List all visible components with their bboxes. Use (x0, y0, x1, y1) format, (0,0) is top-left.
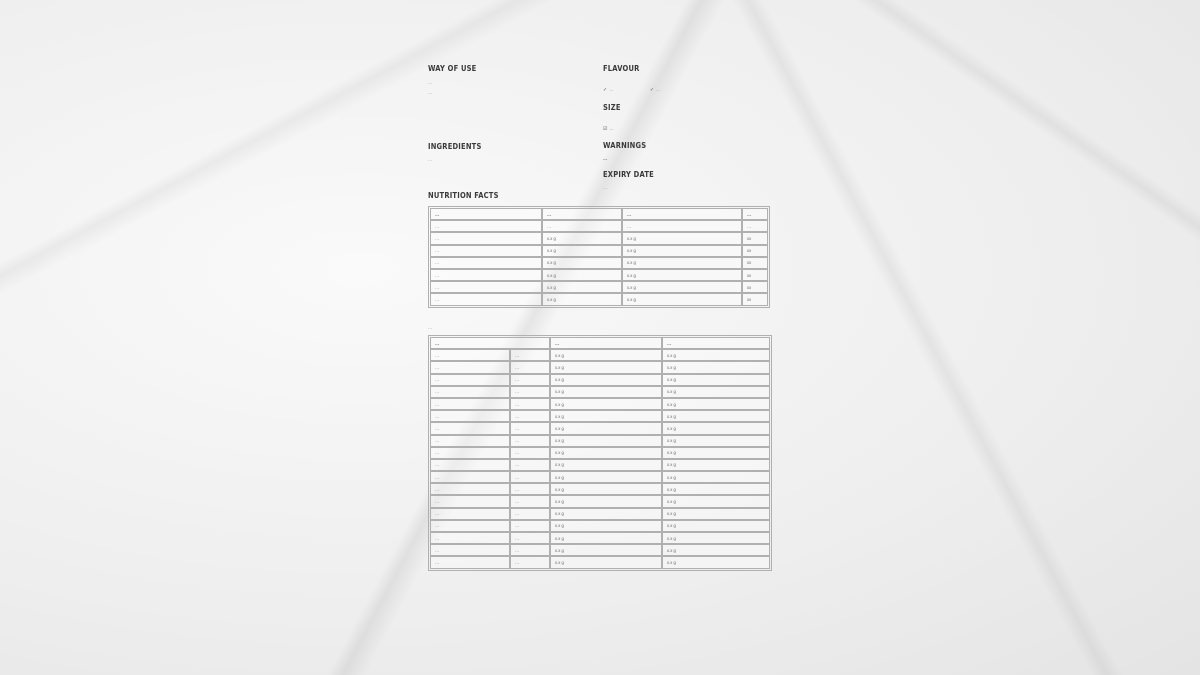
table-header-cell: … (430, 337, 550, 349)
table-cell: x.x g (550, 386, 662, 398)
table-cell: … (430, 386, 510, 398)
table-row (430, 349, 770, 361)
table-cell: … (430, 508, 510, 520)
table-cell: … (430, 520, 510, 532)
table-cell: x.x g (662, 532, 770, 544)
table-cell: … (622, 220, 742, 232)
table-cell: x.x g (542, 245, 622, 257)
table-cell: … (430, 257, 542, 269)
table-cell: … (430, 232, 542, 244)
table-cell: x.x g (662, 495, 770, 507)
table-header-cell: … (622, 208, 742, 220)
table-cell: … (510, 398, 550, 410)
table-row (430, 386, 770, 398)
nutrition-facts-heading: NUTRITION FACTS (428, 191, 499, 200)
table-cell: x.x g (550, 495, 662, 507)
table-cell: … (510, 495, 550, 507)
table-cell: x.x g (550, 459, 662, 471)
table-cell: x.x g (662, 483, 770, 495)
table-cell: … (430, 483, 510, 495)
table-cell: … (430, 471, 510, 483)
table-cell: … (430, 398, 510, 410)
table-cell: x.x g (542, 232, 622, 244)
table-cell: … (430, 269, 542, 281)
table-cell: … (510, 520, 550, 532)
table-cell: … (510, 386, 550, 398)
table-cell: x.x g (662, 435, 770, 447)
table-cell: … (430, 544, 510, 556)
size-option[interactable]: ☑ … (603, 126, 614, 132)
table-cell: xx (742, 257, 768, 269)
expiry-text: … (603, 185, 608, 190)
table-cell: x.x g (662, 398, 770, 410)
table-cell: x.x g (550, 483, 662, 495)
table-cell: … (510, 422, 550, 434)
table-row (430, 544, 770, 556)
table-cell: … (510, 435, 550, 447)
table-row (430, 361, 770, 373)
expiry-heading: EXPIRY DATE (603, 170, 654, 179)
table-cell: xx (742, 269, 768, 281)
table-cell: … (430, 532, 510, 544)
warnings-heading: WARNINGS (603, 141, 647, 150)
table-cell: … (430, 349, 510, 361)
table-row (430, 483, 770, 495)
table-row (430, 374, 770, 386)
table-row (430, 410, 770, 422)
table-row (430, 257, 768, 269)
way-of-use-heading: WAY OF USE (428, 64, 477, 73)
table-cell: … (510, 447, 550, 459)
nutrition-table (428, 206, 770, 308)
table-cell: … (430, 245, 542, 257)
table-cell: x.x g (662, 386, 770, 398)
table-header-cell: … (550, 337, 662, 349)
table-row (430, 245, 768, 257)
table-cell: … (510, 349, 550, 361)
flavour-option[interactable]: ✓ … (649, 87, 661, 93)
table-cell: x.x g (550, 508, 662, 520)
table-header-cell: … (542, 208, 622, 220)
table-cell: … (510, 374, 550, 386)
table-cell: x.x g (662, 508, 770, 520)
table-cell: … (430, 374, 510, 386)
table-row (430, 269, 768, 281)
table-cell: x.x g (622, 269, 742, 281)
table-cell: x.x g (550, 349, 662, 361)
table-row (430, 508, 770, 520)
table-cell: x.x g (550, 422, 662, 434)
table-cell: … (510, 459, 550, 471)
check-icon: ✓ (649, 87, 655, 93)
table-header-row (430, 208, 768, 220)
size-options (603, 117, 772, 135)
table-cell: … (430, 556, 510, 568)
table-cell: … (430, 435, 510, 447)
table-row (430, 495, 770, 507)
table-header-cell: … (742, 208, 768, 220)
table-cell: x.x g (662, 471, 770, 483)
table-cell: … (510, 471, 550, 483)
table-row (430, 422, 770, 434)
flavour-heading: FLAVOUR (603, 64, 640, 73)
table-cell: x.x g (622, 245, 742, 257)
table-cell: x.x g (550, 435, 662, 447)
table-cell: … (430, 495, 510, 507)
table-cell: x.x g (662, 361, 770, 373)
table-row (430, 556, 770, 568)
table-cell: x.x g (550, 520, 662, 532)
table-cell: x.x g (662, 544, 770, 556)
size-heading: SIZE (603, 103, 621, 112)
table-cell: x.x g (550, 410, 662, 422)
table-row (430, 281, 768, 293)
table-row (430, 232, 768, 244)
table-cell: x.x g (662, 447, 770, 459)
way-of-use-paragraph: … (428, 90, 433, 95)
table-cell: … (510, 410, 550, 422)
table-row (430, 471, 770, 483)
table-cell: … (510, 508, 550, 520)
ingredients-text: … (428, 157, 433, 162)
table-cell: … (510, 556, 550, 568)
table-cell: … (510, 483, 550, 495)
table-cell: x.x g (550, 398, 662, 410)
table-cell: … (742, 220, 768, 232)
table-cell: x.x g (542, 257, 622, 269)
way-of-use-paragraph: … (428, 80, 433, 85)
table-cell: x.x g (550, 544, 662, 556)
table-cell: x.x g (622, 281, 742, 293)
table-header-cell: … (430, 208, 542, 220)
table-row (430, 459, 770, 471)
table-cell: x.x g (550, 374, 662, 386)
table-cell: … (430, 293, 542, 305)
table-cell: xx (742, 232, 768, 244)
table-row (430, 398, 770, 410)
table-cell: x.x g (662, 520, 770, 532)
table-header-row (430, 337, 770, 349)
left-column (428, 64, 588, 162)
table-cell: … (510, 544, 550, 556)
table-cell: … (430, 410, 510, 422)
table-row (430, 520, 770, 532)
table-cell: x.x g (622, 232, 742, 244)
table-cell: … (510, 532, 550, 544)
table-cell: x.x g (550, 471, 662, 483)
table-cell: … (430, 281, 542, 293)
table-row (430, 447, 770, 459)
table-cell: x.x g (622, 257, 742, 269)
table-cell: … (430, 422, 510, 434)
table-cell: x.x g (662, 422, 770, 434)
table-cell: x.x g (622, 293, 742, 305)
right-column (603, 64, 772, 191)
amino-acid-table (428, 335, 772, 571)
table-cell: x.x g (542, 269, 622, 281)
table-cell: … (430, 459, 510, 471)
table-cell: xx (742, 245, 768, 257)
flavour-options (603, 78, 772, 96)
table-cell: … (542, 220, 622, 232)
table-cell: x.x g (542, 281, 622, 293)
warnings-text: … (603, 156, 608, 161)
table-cell: … (430, 361, 510, 373)
flavour-option[interactable]: ✓ … (603, 87, 614, 93)
table-row (430, 293, 768, 305)
table-cell: … (430, 220, 542, 232)
table-row (430, 435, 770, 447)
table-cell: x.x g (662, 459, 770, 471)
table-cell: x.x g (550, 447, 662, 459)
table-cell: x.x g (662, 374, 770, 386)
table-row (430, 220, 768, 232)
table-cell: xx (742, 281, 768, 293)
table-cell: … (510, 361, 550, 373)
table-cell: x.x g (662, 349, 770, 361)
table-cell: x.x g (662, 556, 770, 568)
ingredients-heading: INGREDIENTS (428, 142, 482, 151)
table-cell: … (430, 447, 510, 459)
check-icon: ☑ (603, 126, 608, 132)
table-cell: x.x g (550, 361, 662, 373)
table-row (430, 532, 770, 544)
reference-note: … (428, 325, 433, 330)
table-cell: xx (742, 293, 768, 305)
table-cell: x.x g (550, 532, 662, 544)
table-cell: x.x g (662, 410, 770, 422)
table-cell: x.x g (542, 293, 622, 305)
table-cell: x.x g (550, 556, 662, 568)
table-header-cell: … (662, 337, 770, 349)
check-icon: ✓ (603, 87, 608, 93)
